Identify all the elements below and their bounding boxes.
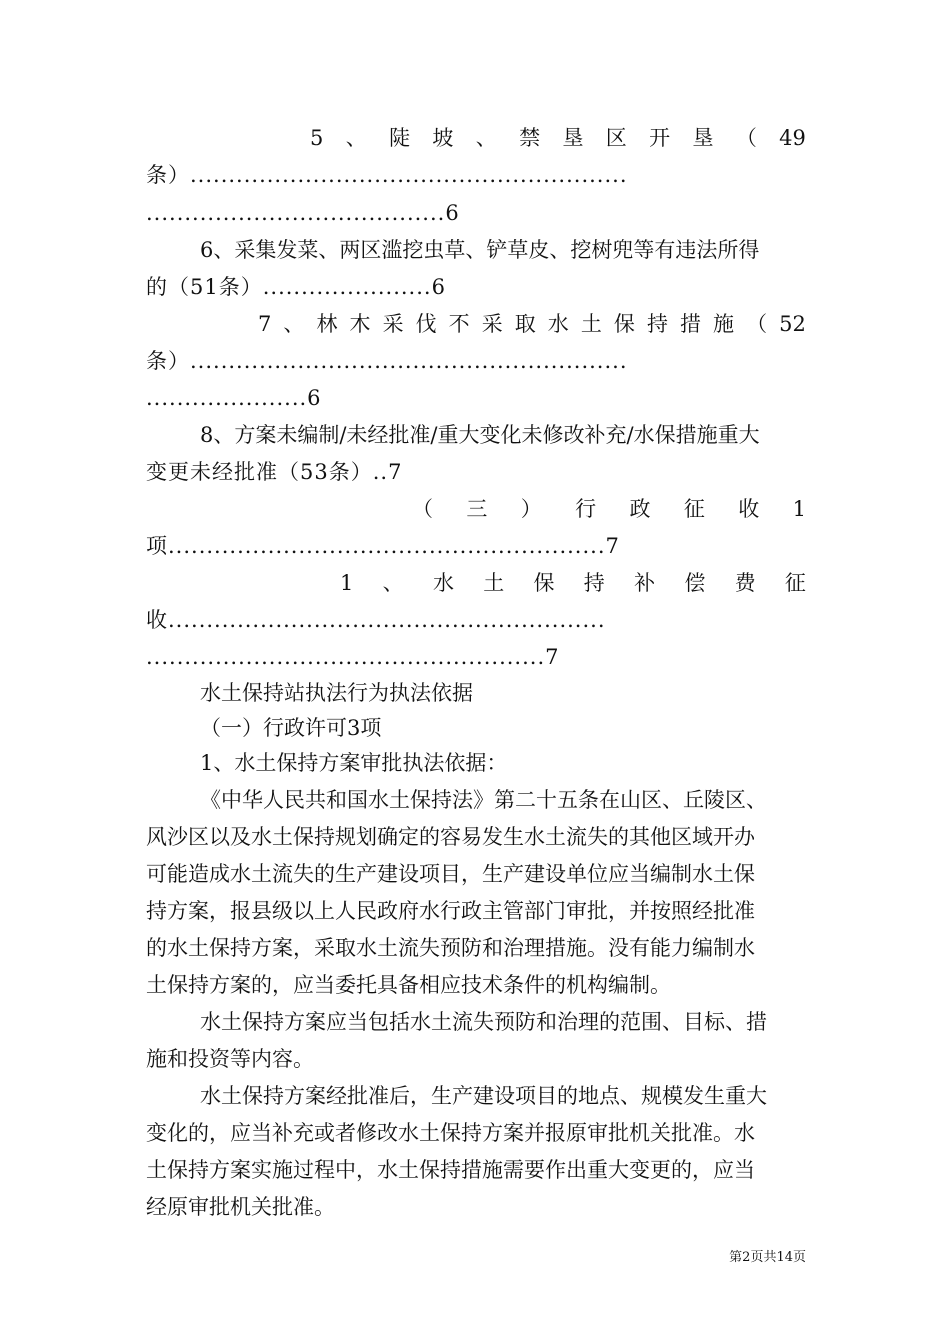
paragraph-1-line: 可能造成水土流失的生产建设项目，生产建设单位应当编制水土保 <box>146 862 755 886</box>
item-title: 1、水土保持方案审批执法依据： <box>200 751 508 775</box>
toc-section-3-line2: 项.........................................................7 <box>146 534 620 558</box>
paragraph-1-line: 《中华人民共和国水土保持法》第二十五条在山区、丘陵区、 <box>200 788 767 812</box>
toc-item-5-line3: .......................................6 <box>146 201 460 225</box>
toc-item-7-line2: 条）......................................................... <box>146 349 628 373</box>
subsection-title: （一）行政许可3项 <box>200 716 382 740</box>
paragraph-1-line: 的水土保持方案，采取水土流失预防和治理措施。没有能力编制水 <box>146 936 755 960</box>
paragraph-1-line: 土保持方案的，应当委托具备相应技术条件的机构编制。 <box>146 973 671 997</box>
toc-item-1-line1: 1 、 水 土 保 持 补 偿 费 征 <box>340 571 806 595</box>
toc-item-1-line3: ....................................................7 <box>146 645 560 669</box>
paragraph-1-line: 风沙区以及水土保持规划确定的容易发生水土流失的其他区域开办 <box>146 825 755 849</box>
paragraph-2-line: 施和投资等内容。 <box>146 1047 314 1071</box>
toc-item-5-line2: 条）......................................................... <box>146 163 628 187</box>
toc-item-6-line2: 的（51条）......................6 <box>146 275 446 299</box>
toc-item-6-line1: 6、采集发菜、两区滥挖虫草、铲草皮、挖树兜等有违法所得 <box>200 238 760 262</box>
paragraph-3-line: 经原审批机关批准。 <box>146 1195 335 1219</box>
paragraph-2-line: 水土保持方案应当包括水土流失预防和治理的范围、目标、措 <box>200 1010 767 1034</box>
toc-item-7-line3: .....................6 <box>146 386 322 410</box>
toc-item-1-line2: 收......................................................... <box>146 608 606 632</box>
paragraph-3-line: 变化的，应当补充或者修改水土保持方案并报原审批机关批准。水 <box>146 1121 755 1145</box>
page-number: 第2页共14页 <box>729 1250 806 1265</box>
toc-item-5-line1: 5 、 陡 坡 、 禁 垦 区 开 垦 （ 49 <box>310 126 806 150</box>
paragraph-3-line: 土保持方案实施过程中，水土保持措施需要作出重大变更的，应当 <box>146 1158 755 1182</box>
toc-section-3-line1: （ 三 ） 行 政 征 收 1 <box>412 497 806 521</box>
toc-item-7-line1: 7 、 林 木 采 伐 不 采 取 水 土 保 持 措 施 （ 52 <box>258 312 806 336</box>
paragraph-3-line: 水土保持方案经批准后，生产建设项目的地点、规模发生重大 <box>200 1084 767 1108</box>
toc-item-8-line2: 变更未经批准（53条）..7 <box>146 460 403 484</box>
toc-item-8-line1: 8、方案未编制/未经批准/重大变化未修改补充/水保措施重大 <box>200 423 760 447</box>
section-heading: 水土保持站执法行为执法依据 <box>200 681 473 705</box>
paragraph-1-line: 持方案，报县级以上人民政府水行政主管部门审批，并按照经批准 <box>146 899 755 923</box>
